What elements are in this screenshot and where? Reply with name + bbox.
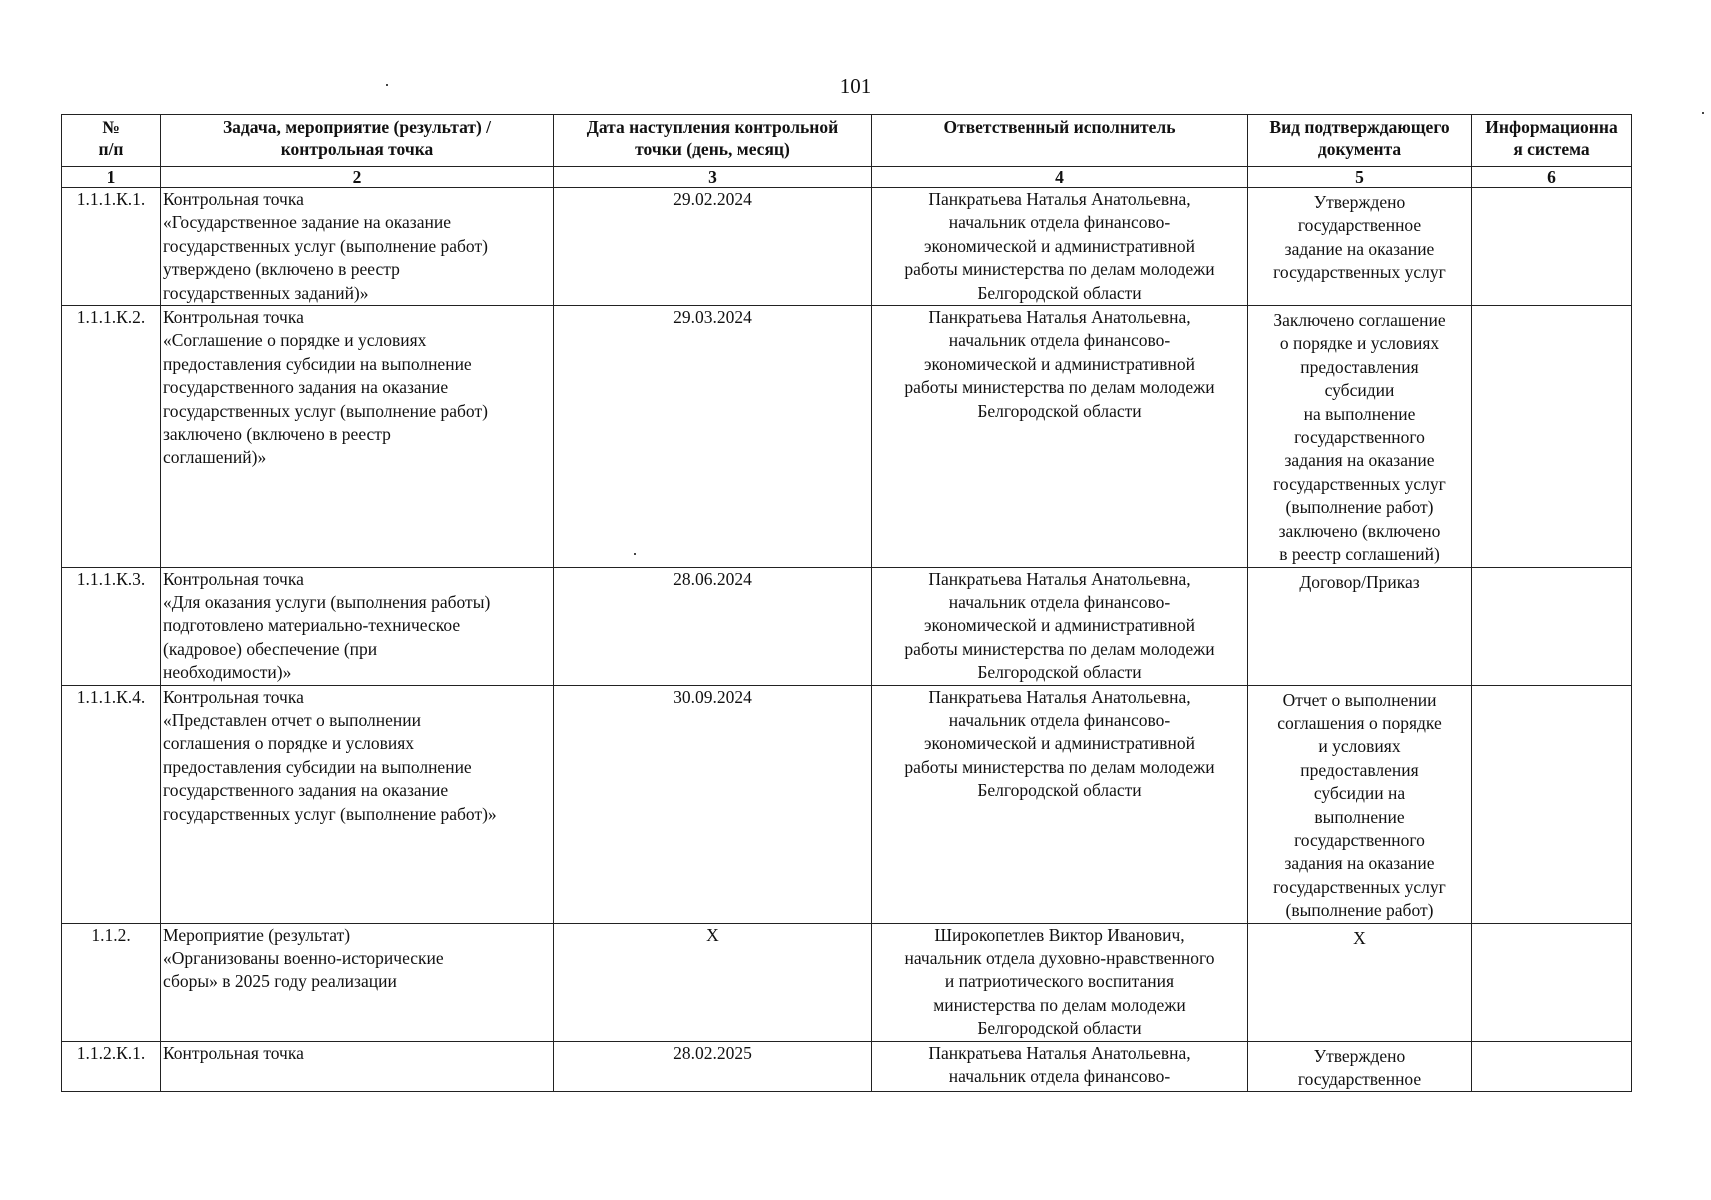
responsible-cell-line: экономической и административной (923, 615, 1195, 636)
table-row (62, 1041, 1632, 1092)
header-label-line: Ответственный исполнитель (943, 117, 1176, 137)
document-type-cell-line: субсидии на (1313, 783, 1406, 804)
document-type-cell-line: о порядке и условиях (1279, 333, 1440, 354)
information-system-cell (1472, 685, 1632, 923)
task-cell-line: предоставления субсидии на выполнение (163, 756, 472, 777)
header-label-line: Дата наступления контрольной (586, 117, 839, 137)
document-type-cell-line: государственное (1297, 215, 1422, 236)
header-label-line: точки (день, месяц) (635, 138, 790, 159)
row-number-cell: 1.1.2. (62, 923, 161, 1041)
header-cell (62, 115, 161, 167)
column-number-row (62, 167, 1632, 188)
page-number: 101 (839, 74, 872, 98)
date-cell: 28.06.2024 (554, 567, 872, 685)
scan-speck (386, 84, 388, 86)
responsible-cell-line: Панкратьева Наталья Анатольевна, (928, 307, 1191, 328)
responsible-cell-line: Белгородской области (977, 780, 1142, 801)
document-type-cell (1248, 306, 1472, 567)
task-cell-line: «Организованы военно-исторические (163, 948, 444, 968)
task-cell-line: соглашений)» (163, 447, 267, 468)
task-cell (161, 1041, 554, 1092)
row-number-cell: 1.1.2.К.1. (62, 1041, 161, 1092)
control-points-table (61, 114, 1632, 1092)
responsible-cell-line: Белгородской области (977, 1018, 1142, 1039)
row-number-cell: 1.1.1.К.1. (62, 188, 161, 306)
responsible-cell-line: работы министерства по делам молодежи (904, 259, 1215, 280)
document-type-cell (1248, 567, 1472, 685)
document-type-cell-line: предоставления (1300, 759, 1419, 780)
responsible-cell (872, 685, 1248, 923)
task-cell (161, 188, 554, 306)
document-type-cell-line: и условиях (1318, 736, 1401, 757)
document-type-cell (1248, 685, 1472, 923)
document-type-cell-line: предоставления (1300, 356, 1419, 377)
responsible-cell (872, 188, 1248, 306)
task-cell (161, 567, 554, 685)
column-number-cell: 4 (872, 167, 1248, 188)
responsible-cell-line: экономической и административной (923, 353, 1195, 374)
responsible-cell-line: экономической и административной (923, 235, 1195, 256)
task-cell (161, 306, 554, 567)
responsible-cell-line: начальник отдела духовно-нравственного (904, 948, 1215, 968)
responsible-cell (872, 306, 1248, 567)
responsible-cell-line: работы министерства по делам молодежи (904, 638, 1215, 659)
document-type-cell-line: Отчет о выполнении (1282, 689, 1437, 710)
header-cell (1472, 115, 1632, 167)
task-cell-line: Контрольная точка (163, 1042, 304, 1063)
date-cell: 29.03.2024 (554, 306, 872, 567)
task-cell-line: необходимости)» (163, 662, 292, 683)
responsible-cell-line: начальник отдела финансово- (948, 212, 1171, 233)
document-type-cell-line: государственных услуг (1273, 262, 1446, 283)
responsible-cell-line: начальник отдела финансово- (948, 330, 1171, 351)
header-label-line: я система (1513, 138, 1590, 159)
responsible-cell-line: Панкратьева Наталья Анатольевна, (928, 189, 1191, 209)
header-label-line: контрольная точка (280, 138, 434, 159)
task-cell-line: государственных услуг (выполнение работ) (163, 235, 488, 256)
header-cell (554, 115, 872, 167)
date-cell: 30.09.2024 (554, 685, 872, 923)
information-system-cell (1472, 188, 1632, 306)
responsible-cell (872, 923, 1248, 1041)
document-type-cell-line: на выполнение (1303, 403, 1416, 424)
document-type-cell-line: заключено (включено (1278, 520, 1441, 541)
date-cell: 29.02.2024 (554, 188, 872, 306)
document-type-cell-line: Х (1353, 927, 1366, 948)
information-system-cell (1472, 567, 1632, 685)
task-cell-line: «Представлен отчет о выполнении (163, 709, 421, 730)
task-cell-line: государственного задания на оказание (163, 377, 449, 398)
document-type-cell-line: государственного (1294, 427, 1425, 448)
document-type-cell-line: Утверждено (1313, 1045, 1406, 1066)
document-type-cell (1248, 1041, 1472, 1092)
task-cell-line: заключено (включено в реестр (163, 424, 391, 445)
task-cell-line: предоставления субсидии на выполнение (163, 353, 472, 374)
document-type-cell-line: государственное (1297, 1069, 1422, 1090)
header-label-line: Задача, мероприятие (результат) / (222, 117, 492, 137)
document-type-cell (1248, 188, 1472, 306)
document-type-cell-line: задание на оказание (1284, 238, 1435, 259)
header-cell (161, 115, 554, 167)
task-cell-line: Контрольная точка (163, 189, 304, 209)
document-type-cell-line: государственных услуг (1273, 876, 1446, 897)
header-label-line: Вид подтверждающего (1269, 117, 1450, 137)
document-type-cell-line: государственного (1294, 829, 1425, 850)
responsible-cell-line: министерства по делам молодежи (933, 994, 1186, 1015)
header-label-line: Информационна (1485, 117, 1618, 137)
header-label-line: документа (1317, 138, 1402, 159)
scan-speck (1702, 112, 1704, 114)
header-label-line: № (102, 117, 120, 137)
column-number-cell: 6 (1472, 167, 1632, 188)
date-cell: 28.02.2025 (554, 1041, 872, 1092)
task-cell-line: «Соглашение о порядке и условиях (163, 330, 427, 351)
column-number-cell: 2 (161, 167, 554, 188)
column-number-cell: 3 (554, 167, 872, 188)
responsible-cell-line: начальник отдела финансово- (948, 1066, 1171, 1087)
document-type-cell-line: задания на оказание (1284, 450, 1435, 471)
task-cell-line: Контрольная точка (163, 568, 304, 589)
responsible-cell-line: экономической и административной (923, 733, 1195, 754)
task-cell-line: Контрольная точка (163, 686, 304, 707)
task-cell (161, 685, 554, 923)
responsible-cell (872, 567, 1248, 685)
responsible-cell-line: начальник отдела финансово- (948, 709, 1171, 730)
column-number-cell: 5 (1248, 167, 1472, 188)
task-cell-line: подготовлено материально-техническое (163, 615, 461, 636)
responsible-cell-line: Белгородской области (977, 400, 1142, 421)
task-cell-line: соглашения о порядке и условиях (163, 733, 415, 754)
responsible-cell-line: Панкратьева Наталья Анатольевна, (928, 568, 1191, 589)
responsible-cell (872, 1041, 1248, 1092)
document-type-cell-line: Договор/Приказ (1299, 571, 1420, 592)
table-row (62, 188, 1632, 306)
task-cell-line: «Государственное задание на оказание (163, 212, 451, 233)
row-number-cell: 1.1.1.К.2. (62, 306, 161, 567)
task-cell-line: сборы» в 2025 году реализации (163, 971, 397, 992)
table-row (62, 567, 1632, 685)
table-row (62, 685, 1632, 923)
date-cell: Х (554, 923, 872, 1041)
responsible-cell-line: и патриотического воспитания (944, 971, 1175, 992)
task-cell-line: государственного задания на оказание (163, 780, 449, 801)
document-type-cell-line: субсидии (1324, 380, 1395, 401)
header-label-line: п/п (98, 138, 124, 159)
task-cell-line: (кадровое) обеспечение (при (163, 638, 378, 659)
responsible-cell-line: Белгородской области (977, 662, 1142, 683)
task-cell-line: утверждено (включено в реестр (163, 259, 400, 280)
information-system-cell (1472, 1041, 1632, 1092)
document-type-cell-line: в реестр соглашений) (1279, 544, 1440, 565)
document-type-cell-line: Утверждено (1313, 192, 1406, 212)
task-cell-line: «Для оказания услуги (выполнения работы) (163, 591, 491, 612)
task-cell-line: государственных услуг (выполнение работ)» (163, 803, 497, 824)
responsible-cell-line: начальник отдела финансово- (948, 591, 1171, 612)
task-cell-line: Контрольная точка (163, 307, 304, 328)
responsible-cell-line: работы министерства по делам молодежи (904, 756, 1215, 777)
table-header-row (62, 115, 1632, 167)
task-cell-line: государственных услуг (выполнение работ) (163, 400, 488, 421)
responsible-cell-line: Широкопетлев Виктор Иванович, (934, 924, 1185, 945)
information-system-cell (1472, 306, 1632, 567)
information-system-cell (1472, 923, 1632, 1041)
document-type-cell-line: государственных услуг (1273, 473, 1446, 494)
header-cell (872, 115, 1248, 167)
document-type-cell-line: (выполнение работ) (1285, 497, 1434, 518)
column-number-cell: 1 (62, 167, 161, 188)
task-cell-line: Мероприятие (результат) (163, 924, 351, 945)
responsible-cell-line: Панкратьева Наталья Анатольевна, (928, 1042, 1191, 1063)
document-type-cell-line: Заключено соглашение (1273, 310, 1446, 331)
document-type-cell-line: соглашения о порядке (1277, 712, 1442, 733)
task-cell-line: государственных заданий)» (163, 282, 369, 303)
document-type-cell-line: выполнение (1314, 806, 1405, 827)
document-type-cell-line: задания на оказание (1284, 853, 1435, 874)
task-cell (161, 923, 554, 1041)
row-number-cell: 1.1.1.К.4. (62, 685, 161, 923)
table-row (62, 306, 1632, 567)
responsible-cell-line: Панкратьева Наталья Анатольевна, (928, 686, 1191, 707)
document-type-cell-line: (выполнение работ) (1285, 900, 1434, 921)
table-row (62, 923, 1632, 1041)
responsible-cell-line: работы министерства по делам молодежи (904, 377, 1215, 398)
document-type-cell (1248, 923, 1472, 1041)
row-number-cell: 1.1.1.К.3. (62, 567, 161, 685)
responsible-cell-line: Белгородской области (977, 282, 1142, 303)
header-cell (1248, 115, 1472, 167)
